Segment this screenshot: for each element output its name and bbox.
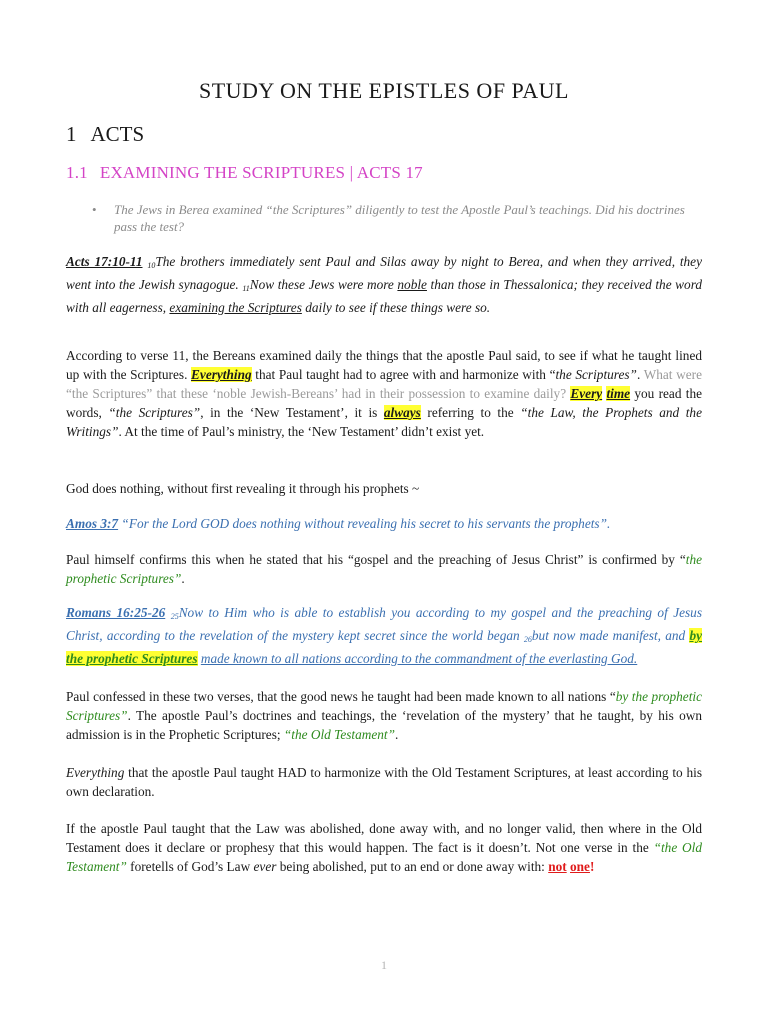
bullet-icon: • [92,202,97,217]
subsection-title: EXAMINING THE SCRIPTURES | ACTS 17 [99,163,423,182]
everything-highlight: Everything [191,367,252,382]
exclamation: ! [589,859,595,874]
paragraph-text: . [394,727,399,742]
section-number: 1 [66,122,77,146]
summary-bullet [92,201,702,235]
paragraph-text: referring to the [427,405,514,420]
noble-underlined: noble [397,277,427,292]
paragraph-text: . The apostle Paul’s doctrines and teachings, the ‘revelation of the mystery’ that he taught, by his own admission is in the Prophetic Scriptures; [66,708,702,742]
scriptures-italic: the Scriptures” [555,367,637,382]
passage-text: The brothers immediately sent Paul and Silas away by night to Berea, and when they arrived, they went into the Jewish synagogue. [66,254,702,292]
page-number: 1 [381,958,387,972]
passage-text: Now these Jews were more [249,277,394,292]
section-heading-1-1 [66,163,423,183]
paragraph-text: that the apostle Paul taught HAD to harmonize with the Old Testament Scriptures, at least according to his own declaration. [66,765,703,799]
not-red: not [548,859,567,874]
time-highlight: time [606,386,631,401]
paragraph-text: you read the words, [66,386,702,420]
law-italic: “the Law, the Prophets and the Writings” [66,405,702,439]
old-testament-green: “the Old Testament” [283,727,395,742]
everything-italic: Everything [66,765,125,780]
section-heading-1 [66,122,144,147]
amos-passage [66,514,702,533]
acts-passage [66,252,702,317]
paragraph-text: that Paul taught had to agree with and harmonize with “ [255,367,556,382]
paragraph-text: . [181,571,185,586]
prophetic-scriptures-highlight: by the prophetic Scriptures [66,628,702,666]
verse-number: 26 [523,635,532,644]
passage-text-underlined: made known to all nations according to the commandment of the everlasting God. [200,651,638,666]
paragraph-prophets: God does nothing, without first revealing it through his prophets ~ [66,481,420,496]
by-prophetic-green: by the prophetic Scriptures” [66,689,702,723]
paragraph-text: Paul confessed in these two verses, that the good news he taught had been made known to all nations “ [66,689,616,704]
romans-reference: Romans 16:25-26 [66,605,166,620]
examining-underlined: examining the Scriptures [169,300,302,315]
paragraph-text: If the apostle Paul taught that the Law was abolished, done away with, and no longer valid, then where in the Old Testament does it declare or prophesy that this would happen. The fact is it doesn’t. Not one verse in the [66,821,702,855]
paragraph-text: being abolished, put to an end or done away with: [279,859,545,874]
gray-question: What were “the Scriptures” that these ‘noble Jewish-Bereans’ had in their possession to examine daily? [66,367,702,401]
paragraph-bereans [66,346,702,441]
paragraph-text: . At the time of Paul’s ministry, the ‘New Testament’ didn’t exist yet. [118,424,485,439]
paragraph-confessed [66,687,702,744]
passage-text: daily to see if these things were so. [305,300,491,315]
paragraph-text: , in the ‘New Testament’, it is [200,405,378,420]
quote-italic: “the Scriptures” [108,405,201,420]
verse-number: 25 [170,612,179,621]
passage-text: but now made manifest, and [531,628,686,643]
romans-passage [66,603,702,668]
bullet-text: The Jews in Berea examined “the Scriptures” diligently to test the Apostle Paul’s teachings. Did his doctrines pass the test? [114,202,685,234]
section-title: ACTS [90,122,145,146]
verse-number: 10 [147,261,156,270]
document-title: STUDY ON THE EPISTLES OF PAUL [198,78,569,103]
amos-reference: Amos 3:7 [66,516,119,531]
paragraph-text: . [636,367,641,382]
prophetic-scriptures-green: the prophetic Scriptures” [66,552,702,586]
ever-italic: ever [253,859,277,874]
paragraph-text: foretells of God’s Law [130,859,251,874]
one-red: one [570,859,590,874]
verse-number: 11 [242,284,250,293]
amos-text: “For the Lord GOD does nothing without revealing his secret to his servants the prophets”. [121,516,611,531]
subsection-number: 1.1 [66,163,88,182]
paragraph-law [66,819,702,876]
paragraph-text: Paul himself confirms this when he stated that his “gospel and the preaching of Jesus Christ” is confirmed by “ [66,552,686,567]
acts-reference: Acts 17:10-11 [66,254,143,269]
every-highlight: Every [570,386,603,401]
always-highlight: always [383,405,421,420]
passage-text: than those in Thessalonica; they received the word with all eagerness, [66,277,703,315]
paragraph-confirms [66,550,702,588]
paragraph-everything [66,763,702,801]
paragraph-text: According to verse 11, the Bereans examined daily the things that the apostle Paul said, to see if what he taught lined up with the Scriptures. [66,348,702,382]
passage-text: Now to Him who is able to establish you according to my gospel and the preaching of Jesus Christ, according to the revelation of the mystery kept secret since the world began [66,605,702,643]
old-testament-green: “the Old Testament” [66,840,702,874]
